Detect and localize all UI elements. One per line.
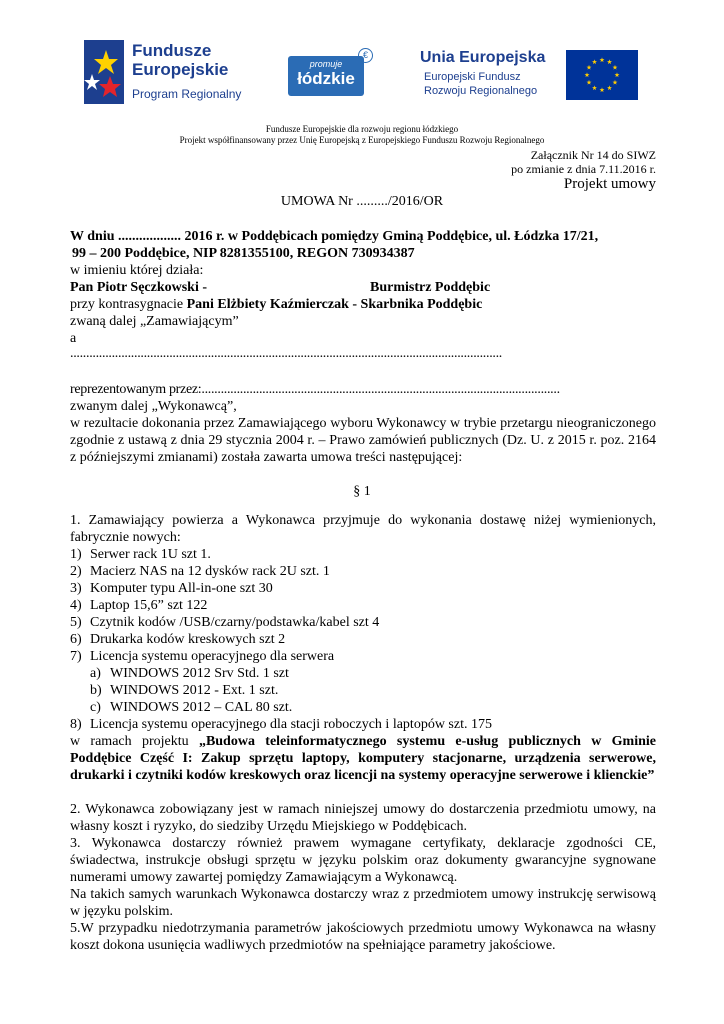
fe-subtitle: Program Regionalny bbox=[132, 87, 242, 101]
item-text: Komputer typu All-in-one szt 30 bbox=[90, 581, 273, 596]
items-list bbox=[70, 546, 656, 665]
item-text: Laptop 15,6” szt 122 bbox=[90, 598, 208, 613]
item-number: 8) bbox=[70, 717, 82, 732]
paragraph-1: 1. Zamawiający powierza a Wykonawca przyjmuje do wykonania dostawę niżej wymienionych, fabrycznie nowych: bbox=[70, 513, 656, 545]
sub-list-item bbox=[70, 699, 656, 716]
paragraph-3: 3. Wykonawca dostarczy również prawem wymagane certyfikaty, deklaracje zgodności CE, świadectwa, instrukcje obsługi sprzętu w języku polskim oraz dokumenty gwarancyjne sygnowane numerami umowy zawartej pomiędzy Zamawiającym a Wykonawcą. bbox=[70, 836, 656, 885]
item-number: 1) bbox=[70, 547, 82, 562]
and-line: a bbox=[70, 331, 77, 346]
fe-title-line1: Fundusze bbox=[132, 41, 212, 60]
fe-title-line2: Europejskie bbox=[132, 60, 229, 79]
paragraph-3b: Na takich samych warunkach Wykonawca dostarczy wraz z przedmiotem umowy instrukcję serwisową w języku polskim. bbox=[70, 887, 656, 919]
unia-europejska-text bbox=[420, 48, 556, 98]
signer-name: Pan Piotr Sęczkowski - bbox=[70, 280, 208, 295]
cosign-prefix: przy kontrasygnacie bbox=[70, 297, 187, 312]
list-item bbox=[70, 580, 656, 597]
ue-subtitle-line1: Europejski Fundusz bbox=[424, 71, 521, 83]
contract-title: UMOWA Nr ........./2016/OR bbox=[280, 194, 444, 209]
project-prefix: w ramach projektu bbox=[70, 734, 199, 749]
ue-subtitle-line2: Rozwoju Regionalnego bbox=[424, 85, 538, 97]
lodzkie-small-text: promuje bbox=[309, 59, 343, 69]
project-name: „Budowa teleinformatycznego systemu e-usług publicznych w Gminie Poddębice Część I: Zakup sprzętu laptopy, komputery stacjonarne, urządzenia serwerowe, drukarki i czytniki kodów kreskowych oraz licencji na systemy operacyjne serwerowe i klienckie” bbox=[70, 734, 656, 783]
represented-line: reprezentowanym przez:................................................................................................................ bbox=[70, 382, 560, 397]
subitem-number: b) bbox=[90, 683, 102, 698]
logo-bar bbox=[0, 0, 724, 115]
list-item bbox=[70, 631, 656, 648]
section-heading: § 1 bbox=[353, 484, 371, 499]
item-number: 3) bbox=[70, 581, 82, 596]
header-line2: Projekt współfinansowany przez Unię Europejską z Europejskiego Funduszu Rozwoju Regionalnego bbox=[179, 135, 545, 145]
item-number: 4) bbox=[70, 598, 82, 613]
contractor-name-placeholder: ....................................................................................................................................... bbox=[70, 346, 503, 361]
signer-line bbox=[70, 279, 656, 296]
list-item bbox=[70, 614, 656, 631]
item-text: Macierz NAS na 12 dysków rack 2U szt. 1 bbox=[90, 564, 330, 579]
item-number: 6) bbox=[70, 632, 82, 647]
item-text: Czytnik kodów /USB/czarny/podstawka/kabel szt 4 bbox=[90, 615, 380, 630]
item-text: Licencja systemu operacyjnego dla serwera bbox=[90, 649, 335, 664]
item-text: Serwer rack 1U szt 1. bbox=[90, 547, 211, 562]
item-8 bbox=[70, 716, 656, 733]
fe-title bbox=[132, 41, 228, 79]
lodzkie-big-text: łódzkie bbox=[297, 69, 355, 88]
signer-role: Burmistrz Poddębic bbox=[370, 280, 491, 295]
eu-flag-icon bbox=[566, 50, 638, 100]
subitems-list bbox=[70, 665, 656, 716]
ue-subtitle bbox=[424, 70, 556, 98]
subitem-text: WINDOWS 2012 – CAL 80 szt. bbox=[110, 700, 293, 715]
sub-list-item bbox=[70, 665, 656, 682]
called-buyer: zwaną dalej „Zamawiającym” bbox=[70, 314, 239, 329]
subitem-text: WINDOWS 2012 Srv Std. 1 szt bbox=[110, 666, 289, 681]
change-date: po zmianie z dnia 7.11.2016 r. bbox=[511, 162, 656, 176]
ue-title: Unia Europejska bbox=[420, 49, 546, 66]
paragraph-5: 5.W przypadku niedotrzymania parametrów jakościowych przedmiotu umowy Wykonawca na własny koszt dokona usunięcia wadliwych przedmiotów na spełniające parametry jakościowe. bbox=[70, 921, 656, 953]
subitem-text: WINDOWS 2012 - Ext. 1 szt. bbox=[110, 683, 279, 698]
intro-line2: 99 – 200 Poddębice, NIP 8281355100, REGON 730934387 bbox=[72, 246, 415, 261]
euro-symbol-icon: € bbox=[358, 48, 373, 63]
item-text: Drukarka kodów kreskowych szt 2 bbox=[90, 632, 286, 647]
promuje-lodzkie-logo bbox=[288, 50, 370, 100]
cosign-line bbox=[70, 296, 656, 313]
item-number: 2) bbox=[70, 564, 82, 579]
draft-label: Projekt umowy bbox=[563, 176, 656, 192]
list-item bbox=[70, 546, 656, 563]
item-text: Licencja systemu operacyjnego dla stacji roboczych i laptopów szt. 175 bbox=[90, 717, 492, 732]
cosign-name: Pani Elżbiety Kaźmierczak - Skarbnika Poddębic bbox=[186, 297, 483, 312]
called-contractor: zwanym dalej „Wykonawcą”, bbox=[70, 399, 237, 414]
item-number: 7) bbox=[70, 649, 82, 664]
subitem-number: a) bbox=[90, 666, 101, 681]
fe-flag-icon bbox=[84, 40, 124, 104]
list-item bbox=[70, 597, 656, 614]
sub-list-item bbox=[70, 682, 656, 699]
intro-line1: W dniu .................. 2016 r. w Poddębicach pomiędzy Gminą Poddębice, ul. Łódzka 17/21, bbox=[70, 229, 599, 244]
list-item bbox=[70, 563, 656, 580]
annex-label: Załącznik Nr 14 do SIWZ bbox=[530, 148, 656, 162]
acting-line: w imieniu której działa: bbox=[70, 263, 204, 278]
item-number: 5) bbox=[70, 615, 82, 630]
paragraph-2: 2. Wykonawca zobowiązany jest w ramach niniejszej umowy do dostarczenia przedmiotu umowy, na własny koszt i ryzyko, do siedziby Urzędu Miejskiego w Poddębicach. bbox=[70, 802, 656, 834]
subitem-number: c) bbox=[90, 700, 101, 715]
fundusze-europejskie-logo bbox=[84, 40, 274, 106]
project-paragraph bbox=[70, 733, 656, 784]
list-item bbox=[70, 648, 656, 665]
result-paragraph: w rezultacie dokonania przez Zamawiającego wyboru Wykonawcy w trybie przetargu nieograniczonego zgodnie z ustawą z dnia 29 stycznia 2004 r. – Prawo zamówień publicznych (Dz. U. z 2015 r. poz. 2164 z późniejszymi zmianami) została zawarta umowa treści następującej: bbox=[70, 416, 656, 465]
header-line1: Fundusze Europejskie dla rozwoju regionu łódzkiego bbox=[265, 124, 459, 134]
